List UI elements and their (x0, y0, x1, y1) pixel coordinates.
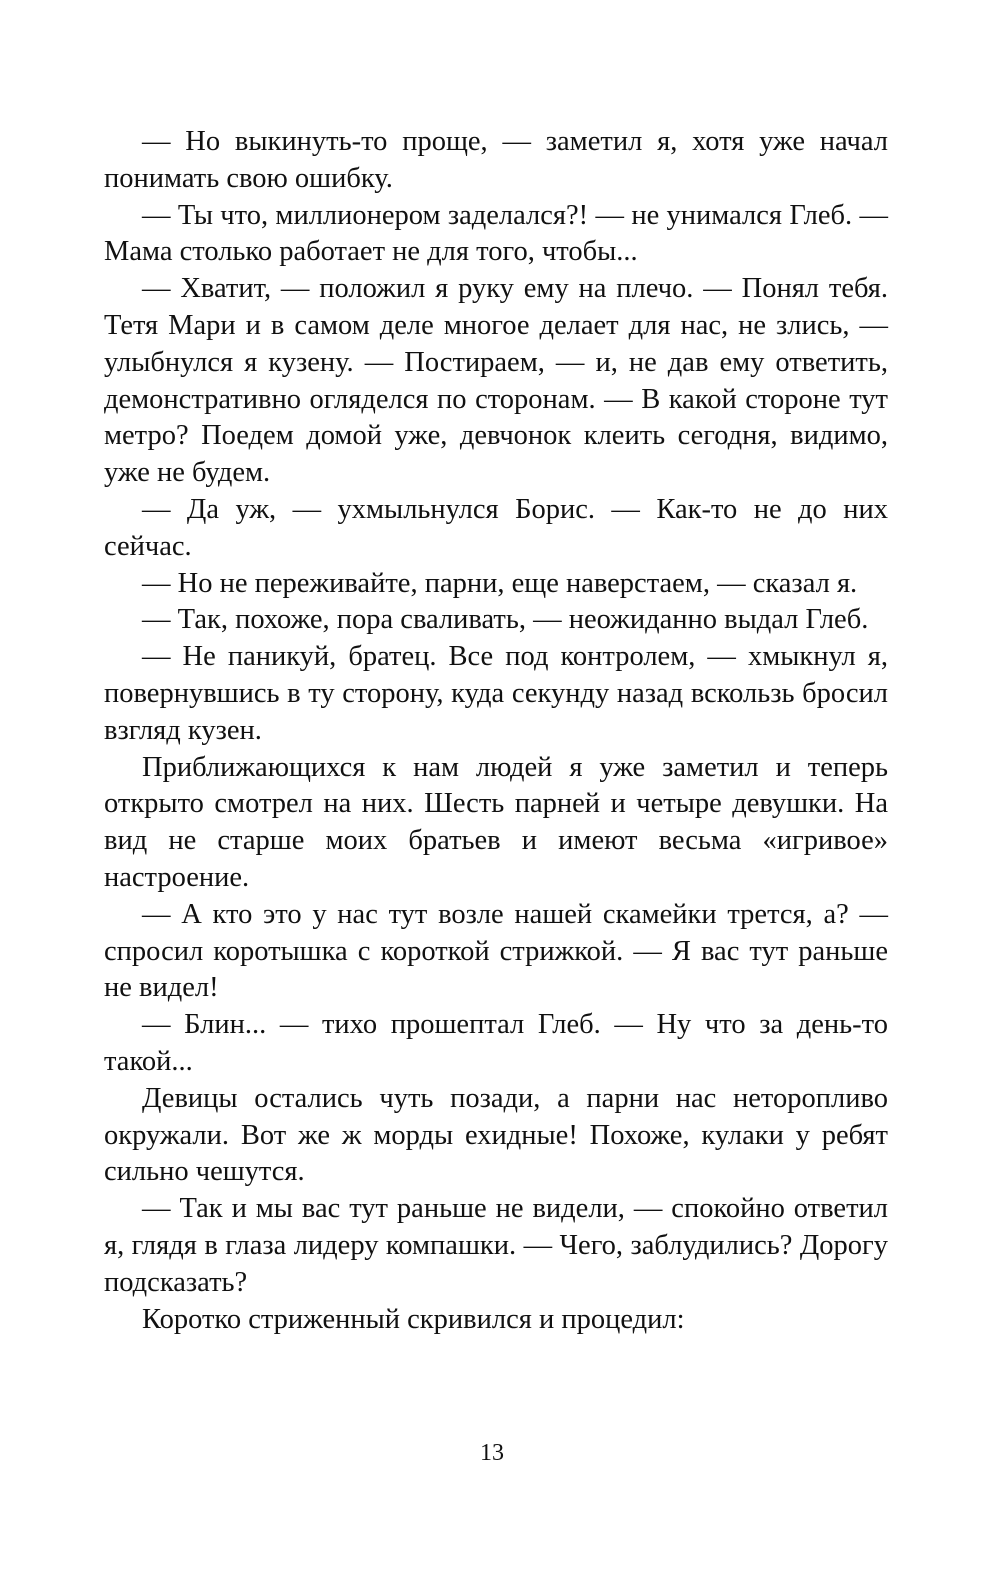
paragraph: — Но не переживайте, парни, еще наверстаем, — сказал я. (142, 567, 858, 599)
paragraph: — Да уж, — ухмыльнулся Борис. — Как-то не до них сейчас. (104, 493, 888, 562)
paragraph: — А кто это у нас тут возле нашей скамейки трется, а? — спросил коротышка с короткой стрижкой. — Я вас тут раньше не видел! (104, 898, 888, 1004)
paragraph: Приближающихся к нам людей я уже заметил и теперь открыто смотрел на них. Шесть парней и четыре девушки. На вид не старше моих братьев и имеют весьма «игривое» настроение. (104, 751, 888, 893)
paragraph: — Но выкинуть-то проще, — заметил я, хотя уже начал понимать свою ошибку. (104, 126, 888, 194)
body-text (104, 124, 888, 1338)
paragraph: Коротко стриженный скривился и процедил: (142, 1303, 685, 1335)
paragraph: — Так, похоже, пора сваливать, — неожиданно выдал Глеб. (142, 604, 869, 636)
paragraph: — Ты что, миллионером заделался?! — не унимался Глеб. — Мама столько работает не для того, чтобы... (104, 199, 888, 268)
page-number: 13 (480, 1440, 504, 1466)
paragraph: — Не паникуй, братец. Все под контролем, — хмыкнул я, повернувшись в ту сторону, куда секунду назад вскользь бросил взгляд кузен. (104, 641, 888, 746)
paragraph: — Хватит, — положил я руку ему на плечо. — Понял тебя. Тетя Мари и в самом деле многое делает для нас, не злись, — улыбнулся я кузену. — Постираем, — и, не дав ему ответить, демонстративно огляделся по сторонам. — В какой стороне тут метро? Поедем домой уже, девчонок клеить сегодня, видимо, уже не будем. (104, 273, 888, 489)
paragraph: Девицы остались чуть позади, а парни нас неторопливо окружали. Вот же ж морды ехидные! Похоже, кулаки у ребят сильно чешутся. (104, 1082, 888, 1188)
paragraph: — Блин... — тихо прошептал Глеб. — Ну что за день-то такой... (104, 1009, 888, 1077)
paragraph: — Так и мы вас тут раньше не видели, — спокойно ответил я, глядя в глаза лидеру компашки. — Чего, заблудились? Дорогу подсказать? (104, 1193, 888, 1298)
